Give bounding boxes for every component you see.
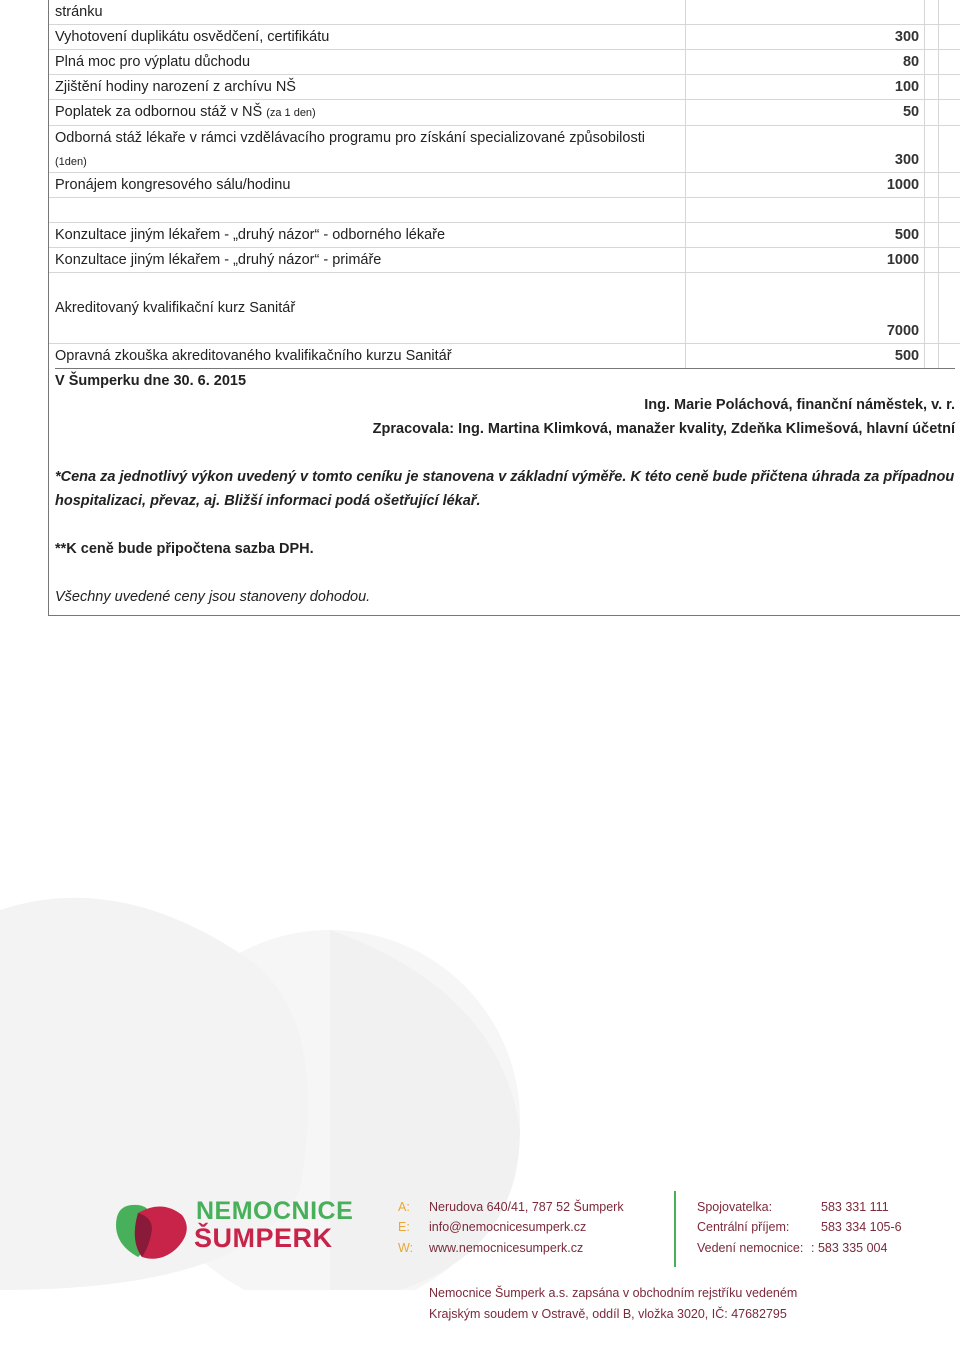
row-price: 500 bbox=[685, 344, 924, 368]
table-row bbox=[49, 223, 960, 248]
row-name bbox=[49, 198, 685, 222]
table-row bbox=[49, 50, 960, 75]
row-name: Vyhotovení duplikátu osvědčení, certifikátu bbox=[55, 29, 330, 45]
address-label: A: bbox=[398, 1200, 410, 1214]
address-value: Nerudova 640/41, 787 52 Šumperk bbox=[429, 1200, 624, 1214]
heart-logo-icon bbox=[112, 1197, 192, 1263]
email-value[interactable]: info@nemocnicesumperk.cz bbox=[429, 1220, 587, 1234]
table-row bbox=[49, 173, 960, 198]
registration-line1: Nemocnice Šumperk a.s. zapsána v obchodním rejstříku vedeném bbox=[429, 1286, 798, 1300]
row-price: 80 bbox=[685, 50, 924, 74]
row-price: 1000 bbox=[685, 173, 924, 197]
brand-name-line1: NEMOCNICE bbox=[196, 1197, 354, 1225]
web-label: W: bbox=[398, 1241, 414, 1255]
row-price: 7000 bbox=[685, 273, 924, 343]
row-name-note: (1den) bbox=[55, 156, 87, 168]
row-name: Pronájem kongresového sálu/hodinu bbox=[55, 177, 291, 193]
row-price bbox=[685, 0, 924, 24]
table-row bbox=[49, 75, 960, 100]
admissions-label: Centrální příjem: bbox=[697, 1220, 790, 1234]
row-name bbox=[49, 126, 685, 172]
row-name: Zjištění hodiny narození z archívu NŠ bbox=[55, 79, 296, 95]
date-line: V Šumperku dne 30. 6. 2015 bbox=[55, 368, 955, 393]
management-phone: : 583 335 004 bbox=[811, 1241, 888, 1255]
row-name: Konzultace jiným lékařem - „druhý názor“ - odborného lékaře bbox=[55, 227, 446, 243]
table-row bbox=[49, 126, 960, 173]
signature-notes-block bbox=[49, 368, 960, 616]
switchboard-label: Spojovatelka: bbox=[697, 1200, 773, 1214]
table-row bbox=[49, 25, 960, 50]
table-row bbox=[49, 273, 960, 344]
letterhead-footer bbox=[0, 1185, 960, 1325]
table-row bbox=[49, 344, 960, 368]
row-name bbox=[49, 100, 685, 125]
table-row bbox=[49, 100, 960, 126]
price-table bbox=[48, 0, 960, 616]
footer-divider bbox=[674, 1191, 676, 1267]
row-name-text: Odborná stáž lékaře v rámci vzdělávacího programu pro získání specializované způsobilosti bbox=[55, 130, 645, 146]
email-label: E: bbox=[398, 1220, 410, 1234]
row-name: Opravná zkouška akreditovaného kvalifikačního kurzu Sanitář bbox=[55, 348, 452, 364]
table-row bbox=[49, 0, 960, 25]
row-name: Plná moc pro výplatu důchodu bbox=[55, 54, 251, 70]
row-name-text: Poplatek za odbornou stáž v NŠ bbox=[55, 104, 263, 120]
approver-line: Ing. Marie Poláchová, finanční náměstek, v. r. bbox=[644, 397, 955, 413]
row-price bbox=[685, 198, 924, 222]
registration-line2: Krajským soudem v Ostravě, oddíl B, vložka 3020, IČ: 47682795 bbox=[429, 1307, 787, 1321]
row-price: 50 bbox=[685, 100, 924, 125]
prepared-by-line: Zpracovala: Ing. Martina Klimková, manažer kvality, Zdeňka Klimešová, hlavní účetní bbox=[372, 421, 955, 437]
web-value[interactable]: www.nemocnicesumperk.cz bbox=[429, 1241, 584, 1255]
vat-note: **K ceně bude připočtena sazba DPH. bbox=[55, 541, 314, 557]
registration-text bbox=[429, 1283, 797, 1325]
price-note: *Cena za jednotlivý výkon uvedený v tomto ceníku je stanovena v základní výměře. K této ceně bude přičtena úhrada za případnou hospitalizaci, převaz, aj. Bližší informaci podá ošetřující lékař. bbox=[55, 469, 955, 509]
row-price: 500 bbox=[685, 223, 924, 247]
brand-name-line2: ŠUMPERK bbox=[194, 1223, 333, 1253]
table-row-empty bbox=[49, 198, 960, 223]
switchboard-phone: 583 331 111 bbox=[821, 1200, 889, 1214]
agreement-note: Všechny uvedené ceny jsou stanoveny dohodou. bbox=[55, 589, 371, 605]
row-name-text: Akreditovaný kvalifikační kurz Sanitář bbox=[55, 300, 296, 316]
row-name: Konzultace jiným lékařem - „druhý názor“ - primáře bbox=[55, 252, 382, 268]
row-name-note: (za 1 den) bbox=[266, 107, 316, 119]
row-name bbox=[49, 273, 685, 343]
row-name: stránku bbox=[55, 4, 103, 20]
table-row bbox=[49, 248, 960, 273]
row-price: 300 bbox=[685, 126, 924, 172]
admissions-phone: 583 334 105-6 bbox=[821, 1220, 902, 1234]
row-price: 100 bbox=[685, 75, 924, 99]
management-label: Vedení nemocnice: bbox=[697, 1241, 804, 1255]
row-price: 1000 bbox=[685, 248, 924, 272]
row-price: 300 bbox=[685, 25, 924, 49]
